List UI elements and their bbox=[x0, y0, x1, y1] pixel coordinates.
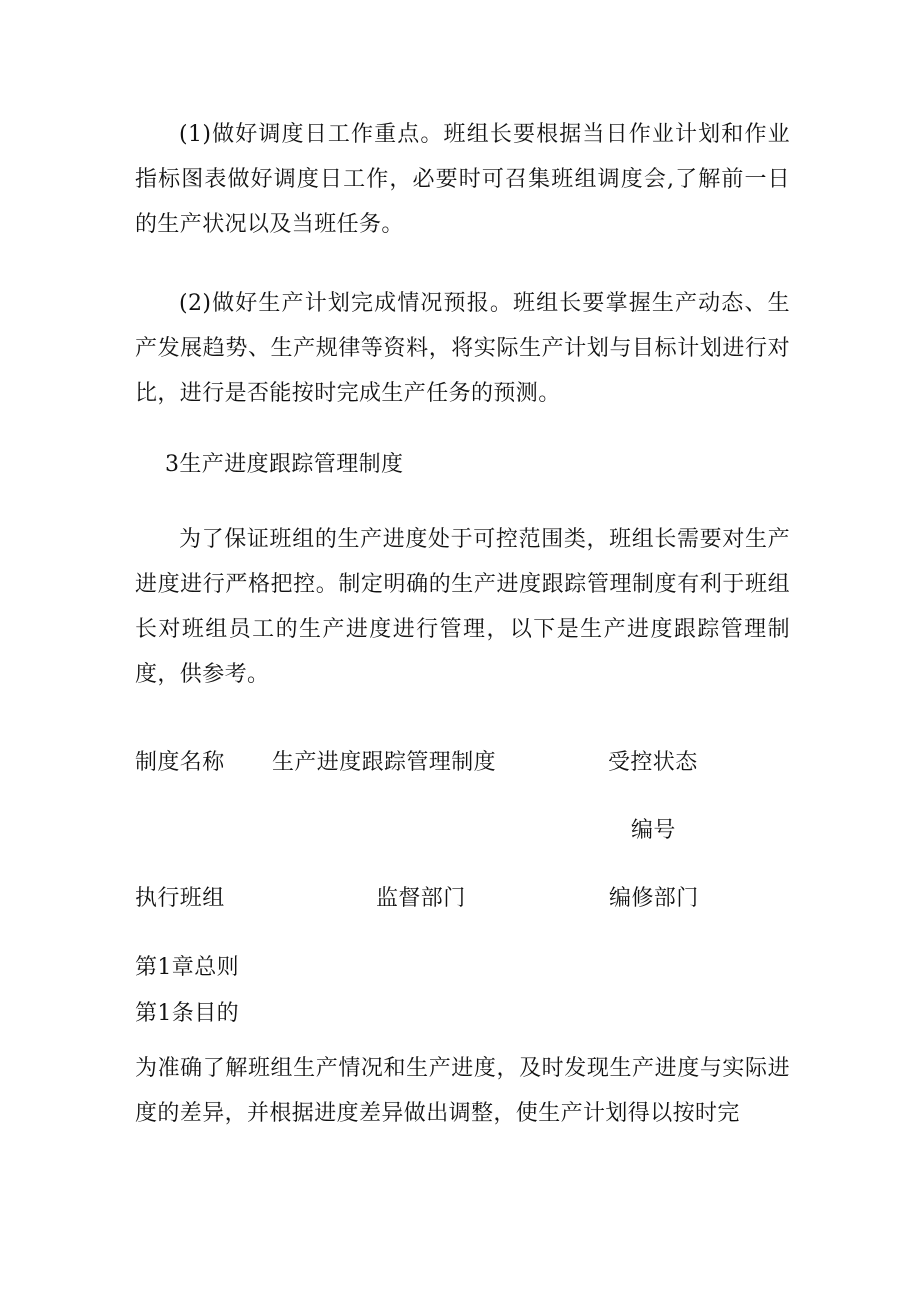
paragraph-plan-forecast: (2)做好生产计划完成情况预报。班组长要掌握生产动态、生产发展趋势、生产规律等资料，将实际生产计划与目标计划进行对比，进行是否能按时完成生产任务的预测。 bbox=[135, 291, 790, 406]
paragraph-progress-intro: 为了保证班组的生产进度处于可控范围类，班组长需要对生产进度进行严格把控。制定明确的生产进度跟踪管理制度有利于班组长对班组员工的生产进度进行管理，以下是生产进度跟踪管理制度，供参考。 bbox=[135, 527, 790, 687]
label-editing-dept: 编修部门 bbox=[609, 886, 699, 911]
article-text: 为准确了解班组生产情况和生产进度，及时发现生产进度与实际进度的差异，并根据进度差异做出调整，使生产计划得以按时完 bbox=[135, 1056, 790, 1126]
label-supervision-dept: 监督部门 bbox=[376, 886, 466, 911]
article-heading: 第1条目的 bbox=[135, 1001, 239, 1026]
chapter-heading: 第1章总则 bbox=[135, 955, 239, 980]
label-control-status: 受控状态 bbox=[608, 750, 698, 775]
label-system-name: 制度名称 bbox=[135, 750, 225, 775]
section-heading: 3生产进度跟踪管理制度 bbox=[165, 452, 404, 477]
value-system-name: 生产进度跟踪管理制度 bbox=[272, 750, 497, 775]
label-executing-team: 执行班组 bbox=[135, 886, 225, 911]
label-number: 编号 bbox=[631, 818, 676, 843]
paragraph-dispatch-day: (1)做好调度日工作重点。班组长要根据当日作业计划和作业指标图表做好调度日工作，必要时可召集班组调度会,了解前一日的生产状况以及当班任务。 bbox=[135, 122, 790, 237]
